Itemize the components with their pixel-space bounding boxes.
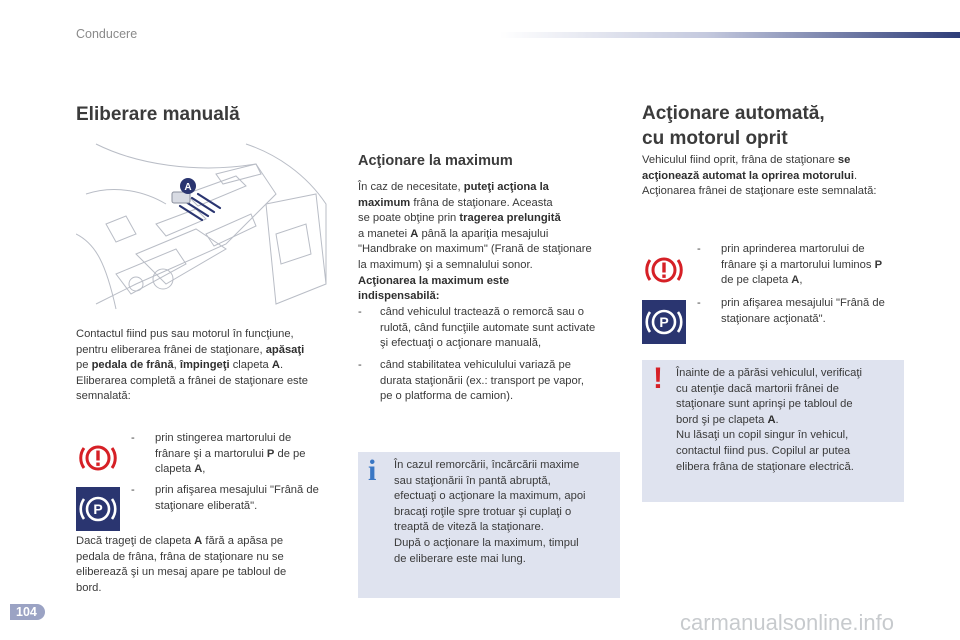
auto-bullet-2: - prin afişarea mesajului "Frână de staţionare acţionată".	[697, 297, 885, 325]
warning-box	[642, 360, 904, 502]
svg-text:P: P	[93, 501, 103, 517]
section-title-automatic: Acţionare automată, cu motorul oprit	[642, 103, 825, 149]
info-text: În cazul remorcării, încărcării maxime sau staţionării în pantă abruptă, efectuaţi o acţionare la maximum, apoi bracaţi roţile spre trotuar şi cuplaţi o treaptă de viteză la staţionare. După o acţionare la maximum, timpul de eliberare este mai lung.	[394, 459, 586, 565]
section-title-maximum: Acţionare la maximum	[358, 153, 513, 169]
svg-text:P: P	[659, 314, 669, 330]
console-illustration	[76, 134, 338, 318]
chapter-title: Conducere	[76, 27, 138, 41]
info-icon: i	[368, 454, 377, 487]
page-number: 104	[10, 604, 45, 620]
manual-bullet-2: - prin afişarea mesajului "Frână de staţionare eliberată".	[131, 484, 319, 512]
manual-outro-paragraph: Dacă trageţi de clapeta A fără a apăsa pe pedala de frâna, frâna de staţionare nu se eliberează şi un mesaj apare pe tabloul de bord.	[76, 535, 287, 594]
manual-bullet-1: - prin stingerea martorului de frânare şi a martorului P de pe clapeta A,	[131, 432, 306, 476]
header-gradient-bar	[500, 32, 960, 38]
maximum-case-2: - când stabilitatea vehiculului variază pe durata staţionării (ex.: transport pe vapor, pe o platforma de camion).	[358, 359, 584, 403]
info-box	[358, 452, 620, 598]
brake-warning-icon	[76, 436, 120, 480]
auto-body: Vehiculul fiind oprit, frâna de staţionare se acţionează automat la oprirea motorului. Acţionarea frânei de staţionare este semnalată:	[642, 154, 877, 198]
watermark: carmanualsonline.info	[680, 610, 895, 635]
maximum-case-1: - când vehiculul tractează o remorcă sau o rulotă, când funcţiile automate sunt activate şi efectuaţi o acţionare manuală,	[358, 306, 596, 350]
manual-intro-paragraph: Contactul fiind pus sau motorul în funcţiune, pentru eliberarea frânei de staţionare, apăsaţi pe pedala de frână, împingeţi clapeta A. Eliberarea completă a frânei de staţionare este semnalată:	[76, 328, 308, 403]
auto-bullet-1: - prin aprinderea martorului de frânare şi a martorului luminos P de pe clapeta A,	[697, 243, 883, 287]
console-drawing	[76, 134, 338, 318]
section-title-manual-release: Eliberare manuală	[76, 104, 240, 125]
warning-exclamation-icon: !	[653, 362, 663, 395]
warning-text: Înainte de a părăsi vehiculul, verificaţi cu atenţie dacă martorii frânei de staţionare sunt aprinşi pe tabloul de bord şi pe clapeta A. Nu lăsaţi un copil singur în vehicul, contactul fiind pus. Copilul ar putea elibera frâna de staţionare electrică.	[676, 367, 862, 473]
maximum-body: În caz de necesitate, puteţi acţiona la maximum frâna de staţionare. Aceasta se poate obţine prin tragerea prelungită a manetei A până la apariţia mesajului "Handbrake on maximum" (Frană de staţionare la maximum) şi a semnalului sonor. Acţionarea la maximum este indispensabilă:	[358, 181, 592, 303]
parking-brake-icon	[76, 487, 120, 531]
callout-letter-a: A	[184, 182, 192, 193]
parking-brake-icon-auto	[642, 300, 686, 344]
brake-warning-icon-auto	[642, 248, 686, 292]
